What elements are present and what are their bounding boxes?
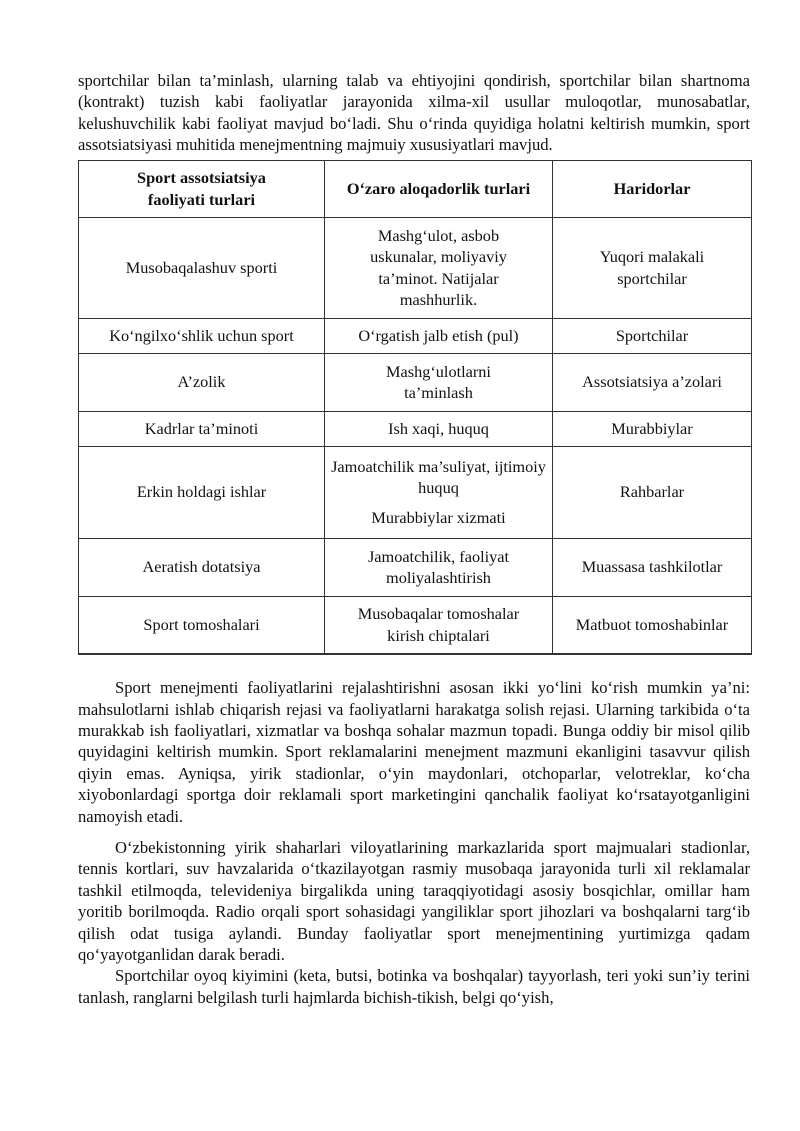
body-paragraph: O‘zbekistonning yirik shaharlari viloyatlarining markazlarida sport majmualari stadionlar, tennis kortlari, suv havzalarida o‘tkazilayotgan rasmiy musobaqa jarayonida turli xil reklamalar tashkil etilmoqda, televideniya birgalikda uning taraqqiyotidagi asosiy bosqichlar, omillar ham yoritib borilmoqda. Radio orqali sport sohasidagi yangiliklar sport jihozlari va boshqalarni targ‘ib qilish odat tusiga aylandi. Bunday faoliyatlar sport menejmentining yurtimizga qadam qo‘yayotganlidan darak beradi. — [78, 837, 750, 964]
intro-paragraph: sportchilar bilan ta’minlash, ularning talab va ehtiyojini qondirish, sportchilar bilan shartnoma (kontrakt) tuzish kabi faoliyatlar jarayonida xilma-xil usullar muloqotlar, munosabatlar, kelushuvchilik kabi faoliyat mavjud bo‘ladi. Shu o‘rinda quyidiga holatni keltirish mumkin, sport assotsiatsiyasi muhitida menejmentning majmuiy xususiyatlari mavjud. — [78, 71, 750, 155]
header-activity-types: Sport assotsiatsiya faoliyati turlari — [79, 160, 325, 217]
table-row — [79, 446, 752, 538]
table-cell: Musobaqalashuv sporti — [79, 217, 325, 318]
cell-line: Murabbiylar xizmati — [371, 507, 506, 527]
table-row — [79, 353, 752, 411]
table-cell: Ish xaqi, huquq — [325, 411, 553, 446]
table-cell: Musobaqalar tomoshalar kirish chiptalari — [325, 596, 553, 654]
association-activities-table — [78, 160, 752, 656]
table-cell: Matbuot tomoshabinlar — [553, 596, 752, 654]
body-paragraph: Sportchilar oyoq kiyimini (keta, butsi, botinka va boshqalar) tayyorlash, teri yoki sun’iy terini tanlash, ranglarni belgilash turli hajmlarda bichish-tikish, belgi qo‘yish, — [78, 966, 750, 1007]
table-row — [79, 411, 752, 446]
table-cell: Kadrlar ta’minoti — [79, 411, 325, 446]
table-row — [79, 596, 752, 654]
table-cell: A’zolik — [79, 353, 325, 411]
table-cell: Muassasa tashkilotlar — [553, 538, 752, 596]
table-cell: Murabbiylar — [553, 411, 752, 446]
table-row — [79, 538, 752, 596]
table-cell: Jamoatchilik, faoliyat moliyalashtirish — [325, 538, 553, 596]
header-customers: Haridorlar — [553, 160, 752, 217]
table-cell: Aeratish dotatsiya — [79, 538, 325, 596]
table-cell: Ko‘ngilxo‘shlik uchun sport — [79, 318, 325, 353]
header-relation-types: O‘zaro aloqadorlik turlari — [325, 160, 553, 217]
body-paragraph: Sport menejmenti faoliyatlarini rejalashtirishni asosan ikki yo‘lini ko‘rish mumkin ya’ni: mahsulotlarni ishlab chiqarish rejasi va faoliyatlarni harakatga solish rejasi. Ularning tarkibida o‘ta murakkab ish faoliyatlari, xizmatlar va boshqa sohalar mazmun topadi. Bunga oddiy bir misol qilib quyidagini keltirish mumkin. Sport reklamalarini menejment mazmuni ekanligini tasavvur qilish qiyin emas. Ayniqsa, yirik stadionlar, o‘yin maydonlari, otchoparlar, velotreklar, ko‘cha xiyobonlardagi sportga doir reklamali sport marketingini qanchalik faoliyat ko‘rsatayotganligini namoyish etadi. — [78, 678, 750, 826]
table-cell: Mashg‘ulotlarni ta’minlash — [325, 353, 553, 411]
table-cell: Assotsiatsiya a’zolari — [553, 353, 752, 411]
table-row — [79, 318, 752, 353]
table-cell: Rahbarlar — [553, 446, 752, 538]
document-page — [78, 70, 750, 1008]
cell-line: Jamoatchilik ma’suliyat, ijtimoiy huquq — [331, 457, 546, 498]
table-header-row — [79, 160, 752, 217]
table-cell: O‘rgatish jalb etish (pul) — [325, 318, 553, 353]
table-cell: Sportchilar — [553, 318, 752, 353]
table-cell: Sport tomoshalari — [79, 596, 325, 654]
table-cell — [325, 446, 553, 538]
table-row — [79, 217, 752, 318]
table-cell: Yuqori malakali sportchilar — [553, 217, 752, 318]
table-cell: Mashg‘ulot, asbob uskunalar, moliyaviy ta’minot. Natijalar mashhurlik. — [325, 217, 553, 318]
table-cell: Erkin holdagi ishlar — [79, 446, 325, 538]
